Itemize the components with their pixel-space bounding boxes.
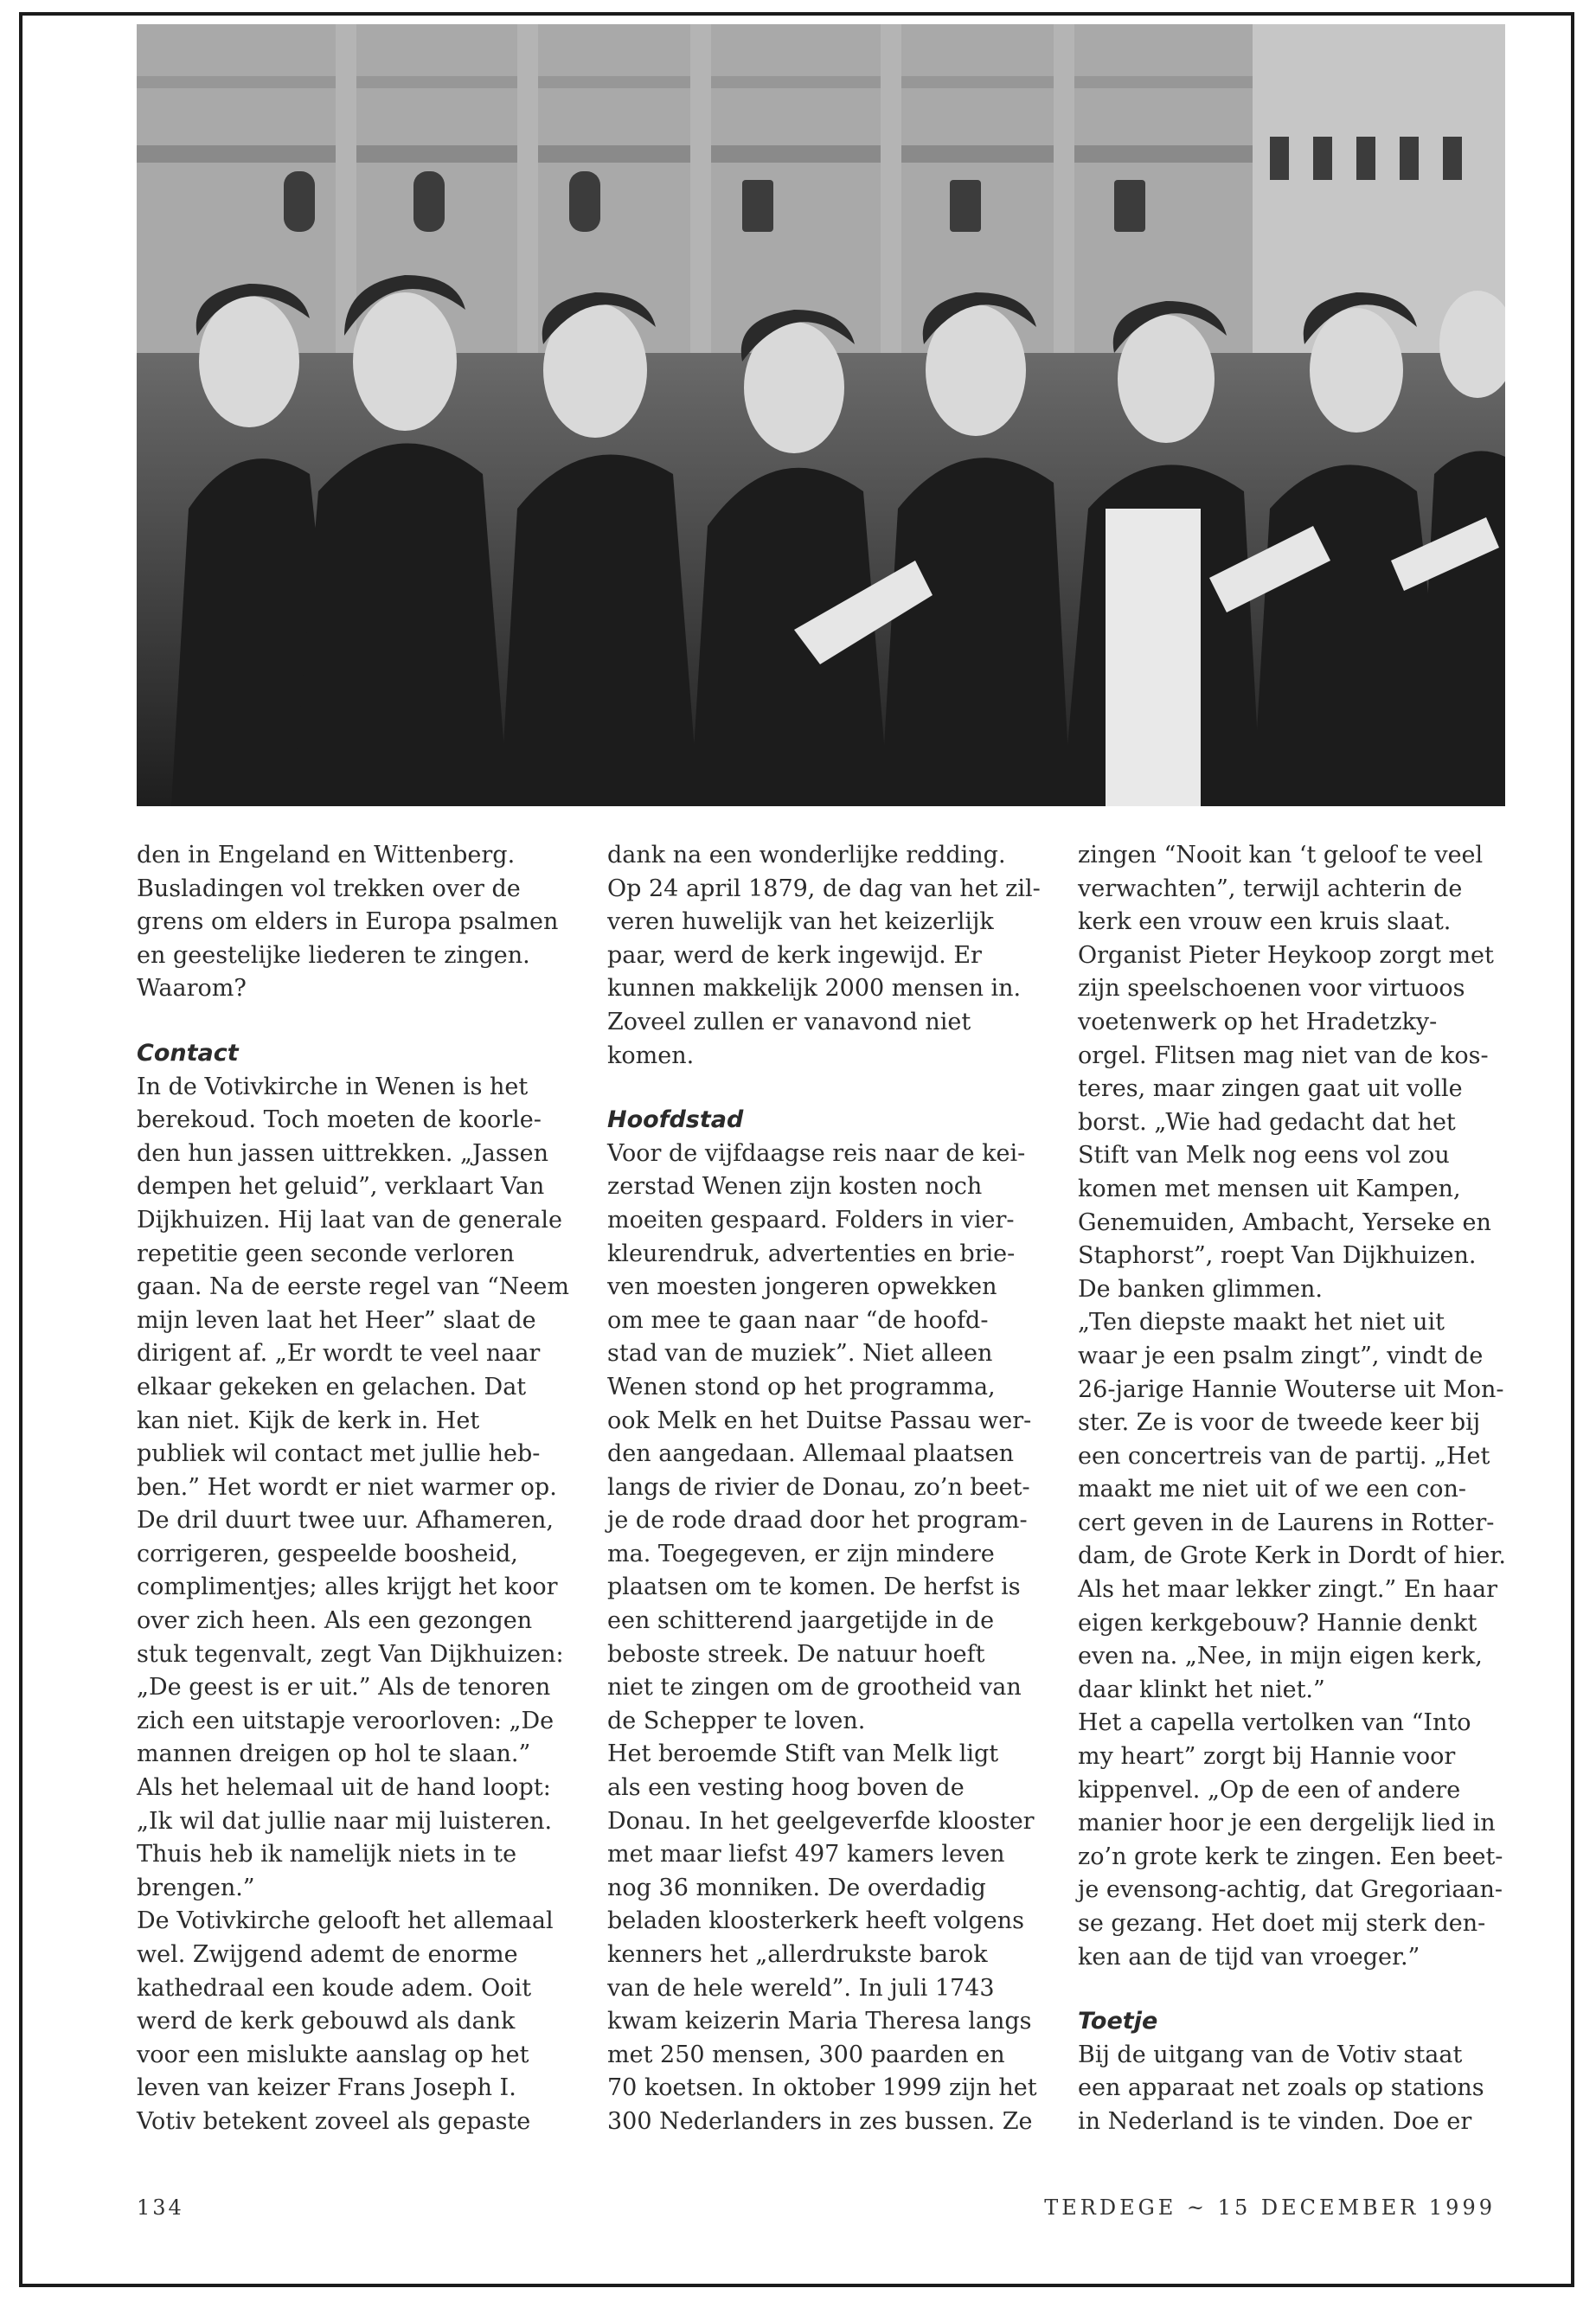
text-column-3	[1078, 839, 1506, 2139]
text-line: beboste streek. De natuur hoeft	[607, 1640, 985, 1668]
text-line: voetenwerk op het Hradetzky-	[1078, 1008, 1438, 1035]
heading-contact: Contact	[137, 1039, 239, 1067]
text-line: kerk een vrouw een kruis slaat.	[1078, 908, 1452, 936]
choir-photo	[137, 24, 1505, 806]
text-line: orgel. Flitsen mag niet van de kos-	[1078, 1042, 1489, 1069]
text-line: paar, werd de kerk ingewijd. Er	[607, 941, 982, 969]
text-line: Organist Pieter Heykoop zorgt met	[1078, 941, 1494, 969]
text-line: den in Engeland en Wittenberg.	[137, 842, 516, 868]
text-line: se gezang. Het doet mij sterk den-	[1078, 1910, 1486, 1937]
text-line: brengen.”	[137, 1874, 255, 1901]
text-line: mijn leven laat het Heer” slaat de	[137, 1306, 536, 1334]
text-line: stad van de muziek”. Niet alleen	[607, 1340, 993, 1368]
text-line: dank na een wonderlijke redding.	[607, 842, 1006, 868]
column1-intro	[137, 839, 559, 1006]
text-line: je de rode draad door het program-	[607, 1507, 1028, 1535]
text-line: ma. Toegegeven, er zijn mindere	[607, 1540, 995, 1567]
text-line: publiek wil contact met jullie heb-	[137, 1440, 541, 1468]
text-line: zingen “Nooit kan ‘t geloof te veel	[1078, 842, 1484, 868]
text-line: verwachten”, terwijl achterin de	[1078, 875, 1463, 902]
text-line: „Ten diepste maakt het niet uit	[1078, 1309, 1445, 1336]
text-line: Thuis heb ik namelijk niets in te	[137, 1841, 517, 1868]
text-line: nog 36 monniken. De overdadig	[607, 1874, 986, 1901]
text-line: Genemuiden, Ambacht, Yerseke en	[1078, 1208, 1491, 1236]
text-line: dirigent af. „Er wordt te veel naar	[137, 1340, 541, 1368]
text-line: in Nederland is te vinden. Doe er	[1078, 2107, 1472, 2135]
text-line: ster. Ze is voor de tweede keer bij	[1078, 1409, 1481, 1437]
text-line: Staphorst”, roept Van Dijkhuizen.	[1078, 1242, 1477, 1270]
text-line: 300 Nederlanders in zes bussen. Ze	[607, 2107, 1033, 2135]
text-line: dempen het geluid”, verklaart Van	[137, 1173, 545, 1201]
text-line: met maar liefst 497 kamers leven	[607, 1841, 1005, 1868]
text-line: corrigeren, gespeelde boosheid,	[137, 1540, 518, 1567]
text-line: niet te zingen om de grootheid van	[607, 1674, 1022, 1702]
text-line: 26-jarige Hannie Wouterse uit Mon-	[1078, 1375, 1504, 1403]
text-line: kan niet. Kijk de kerk in. Het	[137, 1407, 480, 1434]
text-line: „De geest is er uit.” Als de tenoren	[137, 1674, 551, 1702]
text-line: zich een uitstapje veroorloven: „De	[137, 1707, 554, 1734]
column3-paragraph-3	[1078, 1707, 1503, 1974]
text-line: Voor de vijfdaagse reis naar de kei-	[607, 1139, 1026, 1167]
text-line: manier hoor je een dergelijk lied in	[1078, 1810, 1496, 1837]
text-line: leven van keizer Frans Joseph I.	[137, 2074, 516, 2102]
text-line: veren huwelijk van het keizerlijk	[607, 908, 994, 936]
text-line: Dijkhuizen. Hij laat van de generale	[137, 1206, 562, 1234]
text-line: Zoveel zullen er vanavond niet	[607, 1008, 971, 1035]
text-line: een schitterend jaargetijde in de	[607, 1607, 995, 1635]
text-line: kathedraal een koude adem. Ooit	[137, 1974, 532, 2002]
text-line: borst. „Wie had gedacht dat het	[1078, 1108, 1456, 1136]
text-line: wel. Zwijgend ademt de enorme	[137, 1941, 518, 1968]
text-line: als een vesting hoog boven de	[607, 1774, 965, 1802]
text-line: kenners het „allerdrukste barok	[607, 1941, 988, 1968]
column1-paragraph-1	[137, 1071, 569, 1906]
text-line: repetitie geen seconde verloren	[137, 1240, 515, 1267]
choir-photo-illustration	[137, 24, 1505, 806]
text-line: Op 24 april 1879, de dag van het zil-	[607, 875, 1041, 902]
text-line: zijn speelschoenen voor virtuoos	[1078, 975, 1465, 1003]
text-line: 70 koetsen. In oktober 1999 zijn het	[607, 2074, 1037, 2102]
text-line: elkaar gekeken en gelachen. Dat	[137, 1373, 527, 1400]
text-line: ben.” Het wordt er niet warmer op.	[137, 1473, 557, 1501]
heading-hoofdstad: Hoofdstad	[607, 1106, 744, 1134]
text-line: complimentjes; alles krijgt het koor	[137, 1574, 558, 1601]
text-line: Busladingen vol trekken over de	[137, 875, 521, 902]
text-line: van de hele wereld”. In juli 1743	[607, 1974, 995, 2002]
text-line: over zich heen. Als een gezongen	[137, 1607, 533, 1635]
text-line: kippenvel. „Op de een of andere	[1078, 1776, 1461, 1804]
text-line: en geestelijke liederen te zingen.	[137, 941, 530, 969]
page-number: 134	[137, 2195, 184, 2220]
text-line: ven moesten jongeren opwekken	[607, 1273, 997, 1301]
text-line: komen met mensen uit Kampen,	[1078, 1175, 1461, 1202]
text-line: Het beroemde Stift van Melk ligt	[607, 1740, 999, 1768]
text-line: Bij de uitgang van de Votiv staat	[1078, 2041, 1463, 2068]
text-line: Votiv betekent zoveel als gepaste	[137, 2107, 531, 2135]
heading-toetje: Toetje	[1078, 2008, 1158, 2035]
column3-paragraph-2	[1078, 1306, 1506, 1707]
text-line: even na. „Nee, in mijn eigen kerk,	[1078, 1643, 1483, 1670]
text-line: komen.	[607, 1042, 695, 1069]
text-column-2	[607, 839, 1041, 2139]
text-line: cert geven in de Laurens in Rotter-	[1078, 1509, 1495, 1536]
text-line: berekoud. Toch moeten de koorle-	[137, 1106, 542, 1134]
text-line: voor een mislukte aanslag op het	[137, 2041, 529, 2068]
text-line: met 250 mensen, 300 paarden en	[607, 2041, 1005, 2068]
text-line: Als het helemaal uit de hand loopt:	[137, 1774, 551, 1802]
text-line: werd de kerk gebouwd als dank	[137, 2008, 516, 2035]
text-line: plaatsen om te komen. De herfst is	[607, 1574, 1021, 1601]
text-line: beladen kloosterkerk heeft volgens	[607, 1907, 1024, 1935]
text-line: een concertreis van de partij. „Het	[1078, 1442, 1490, 1470]
column2-paragraph-2	[607, 1738, 1037, 2138]
text-line: zo’n grote kerk te zingen. Een beet-	[1078, 1843, 1503, 1870]
text-line: waar je een psalm zingt”, vindt de	[1078, 1342, 1484, 1369]
text-line: den aangedaan. Allemaal plaatsen	[607, 1440, 1015, 1468]
text-line: Het a capella vertolken van “Into	[1078, 1709, 1471, 1737]
text-line: kleurendruk, advertenties en brie-	[607, 1240, 1016, 1267]
text-line: langs de rivier de Donau, zo’n beet-	[607, 1473, 1030, 1501]
text-line: daar klinkt het niet.”	[1078, 1676, 1325, 1703]
text-line: maakt me niet uit of we een con-	[1078, 1476, 1466, 1503]
text-line: In de Votivkirche in Wenen is het	[137, 1073, 529, 1100]
text-line: eigen kerkgebouw? Hannie denkt	[1078, 1609, 1477, 1637]
text-line: teres, maar zingen gaat uit volle	[1078, 1075, 1463, 1103]
text-line: de Schepper te loven.	[607, 1707, 866, 1734]
column1-paragraph-2	[137, 1905, 554, 2138]
text-line: den hun jassen uittrekken. „Jassen	[137, 1139, 548, 1167]
text-line: kwam keizerin Maria Theresa langs	[607, 2008, 1032, 2035]
text-line: Wenen stond op het programma,	[607, 1373, 996, 1400]
text-line: De banken glimmen.	[1078, 1275, 1323, 1303]
text-line: grens om elders in Europa psalmen	[137, 908, 559, 936]
text-line: gaan. Na de eerste regel van “Neem	[137, 1273, 569, 1301]
text-line: om mee te gaan naar “de hoofd-	[607, 1306, 989, 1334]
text-line: ook Melk en het Duitse Passau wer-	[607, 1407, 1032, 1434]
publication-footer: TERDEGE ~ 15 DECEMBER 1999	[1044, 2195, 1496, 2220]
column3-paragraph-1	[1078, 839, 1494, 1306]
text-line: mannen dreigen op hol te slaan.”	[137, 1740, 531, 1768]
text-line: stuk tegenvalt, zegt Van Dijkhuizen:	[137, 1640, 564, 1668]
text-line: zerstad Wenen zijn kosten noch	[607, 1173, 983, 1201]
column2-paragraph-1	[607, 1138, 1032, 1739]
text-line: Stift van Melk nog eens vol zou	[1078, 1142, 1450, 1170]
text-line: „Ik wil dat jullie naar mij luisteren.	[137, 1807, 553, 1835]
text-line: my heart” zorgt bij Hannie voor	[1078, 1743, 1456, 1771]
text-line: ken aan de tijd van vroeger.”	[1078, 1943, 1420, 1971]
text-line: De dril duurt twee uur. Afhameren,	[137, 1507, 554, 1535]
text-column-1	[137, 839, 569, 2139]
text-line: kunnen makkelijk 2000 mensen in.	[607, 975, 1022, 1003]
text-line: Donau. In het geelgeverfde klooster	[607, 1807, 1035, 1835]
text-line: De Votivkirche gelooft het allemaal	[137, 1907, 554, 1935]
column2-intro	[607, 839, 1041, 1073]
text-line: een apparaat net zoals op stations	[1078, 2074, 1484, 2102]
text-line: Waarom?	[137, 975, 247, 1003]
text-line: je evensong-achtig, dat Gregoriaan-	[1078, 1876, 1503, 1904]
text-line: moeiten gespaard. Folders in vier-	[607, 1206, 1015, 1234]
text-line: Als het maar lekker zingt.” En haar	[1078, 1576, 1497, 1604]
text-line: dam, de Grote Kerk in Dordt of hier.	[1078, 1542, 1506, 1570]
column3-paragraph-4	[1078, 2039, 1484, 2139]
